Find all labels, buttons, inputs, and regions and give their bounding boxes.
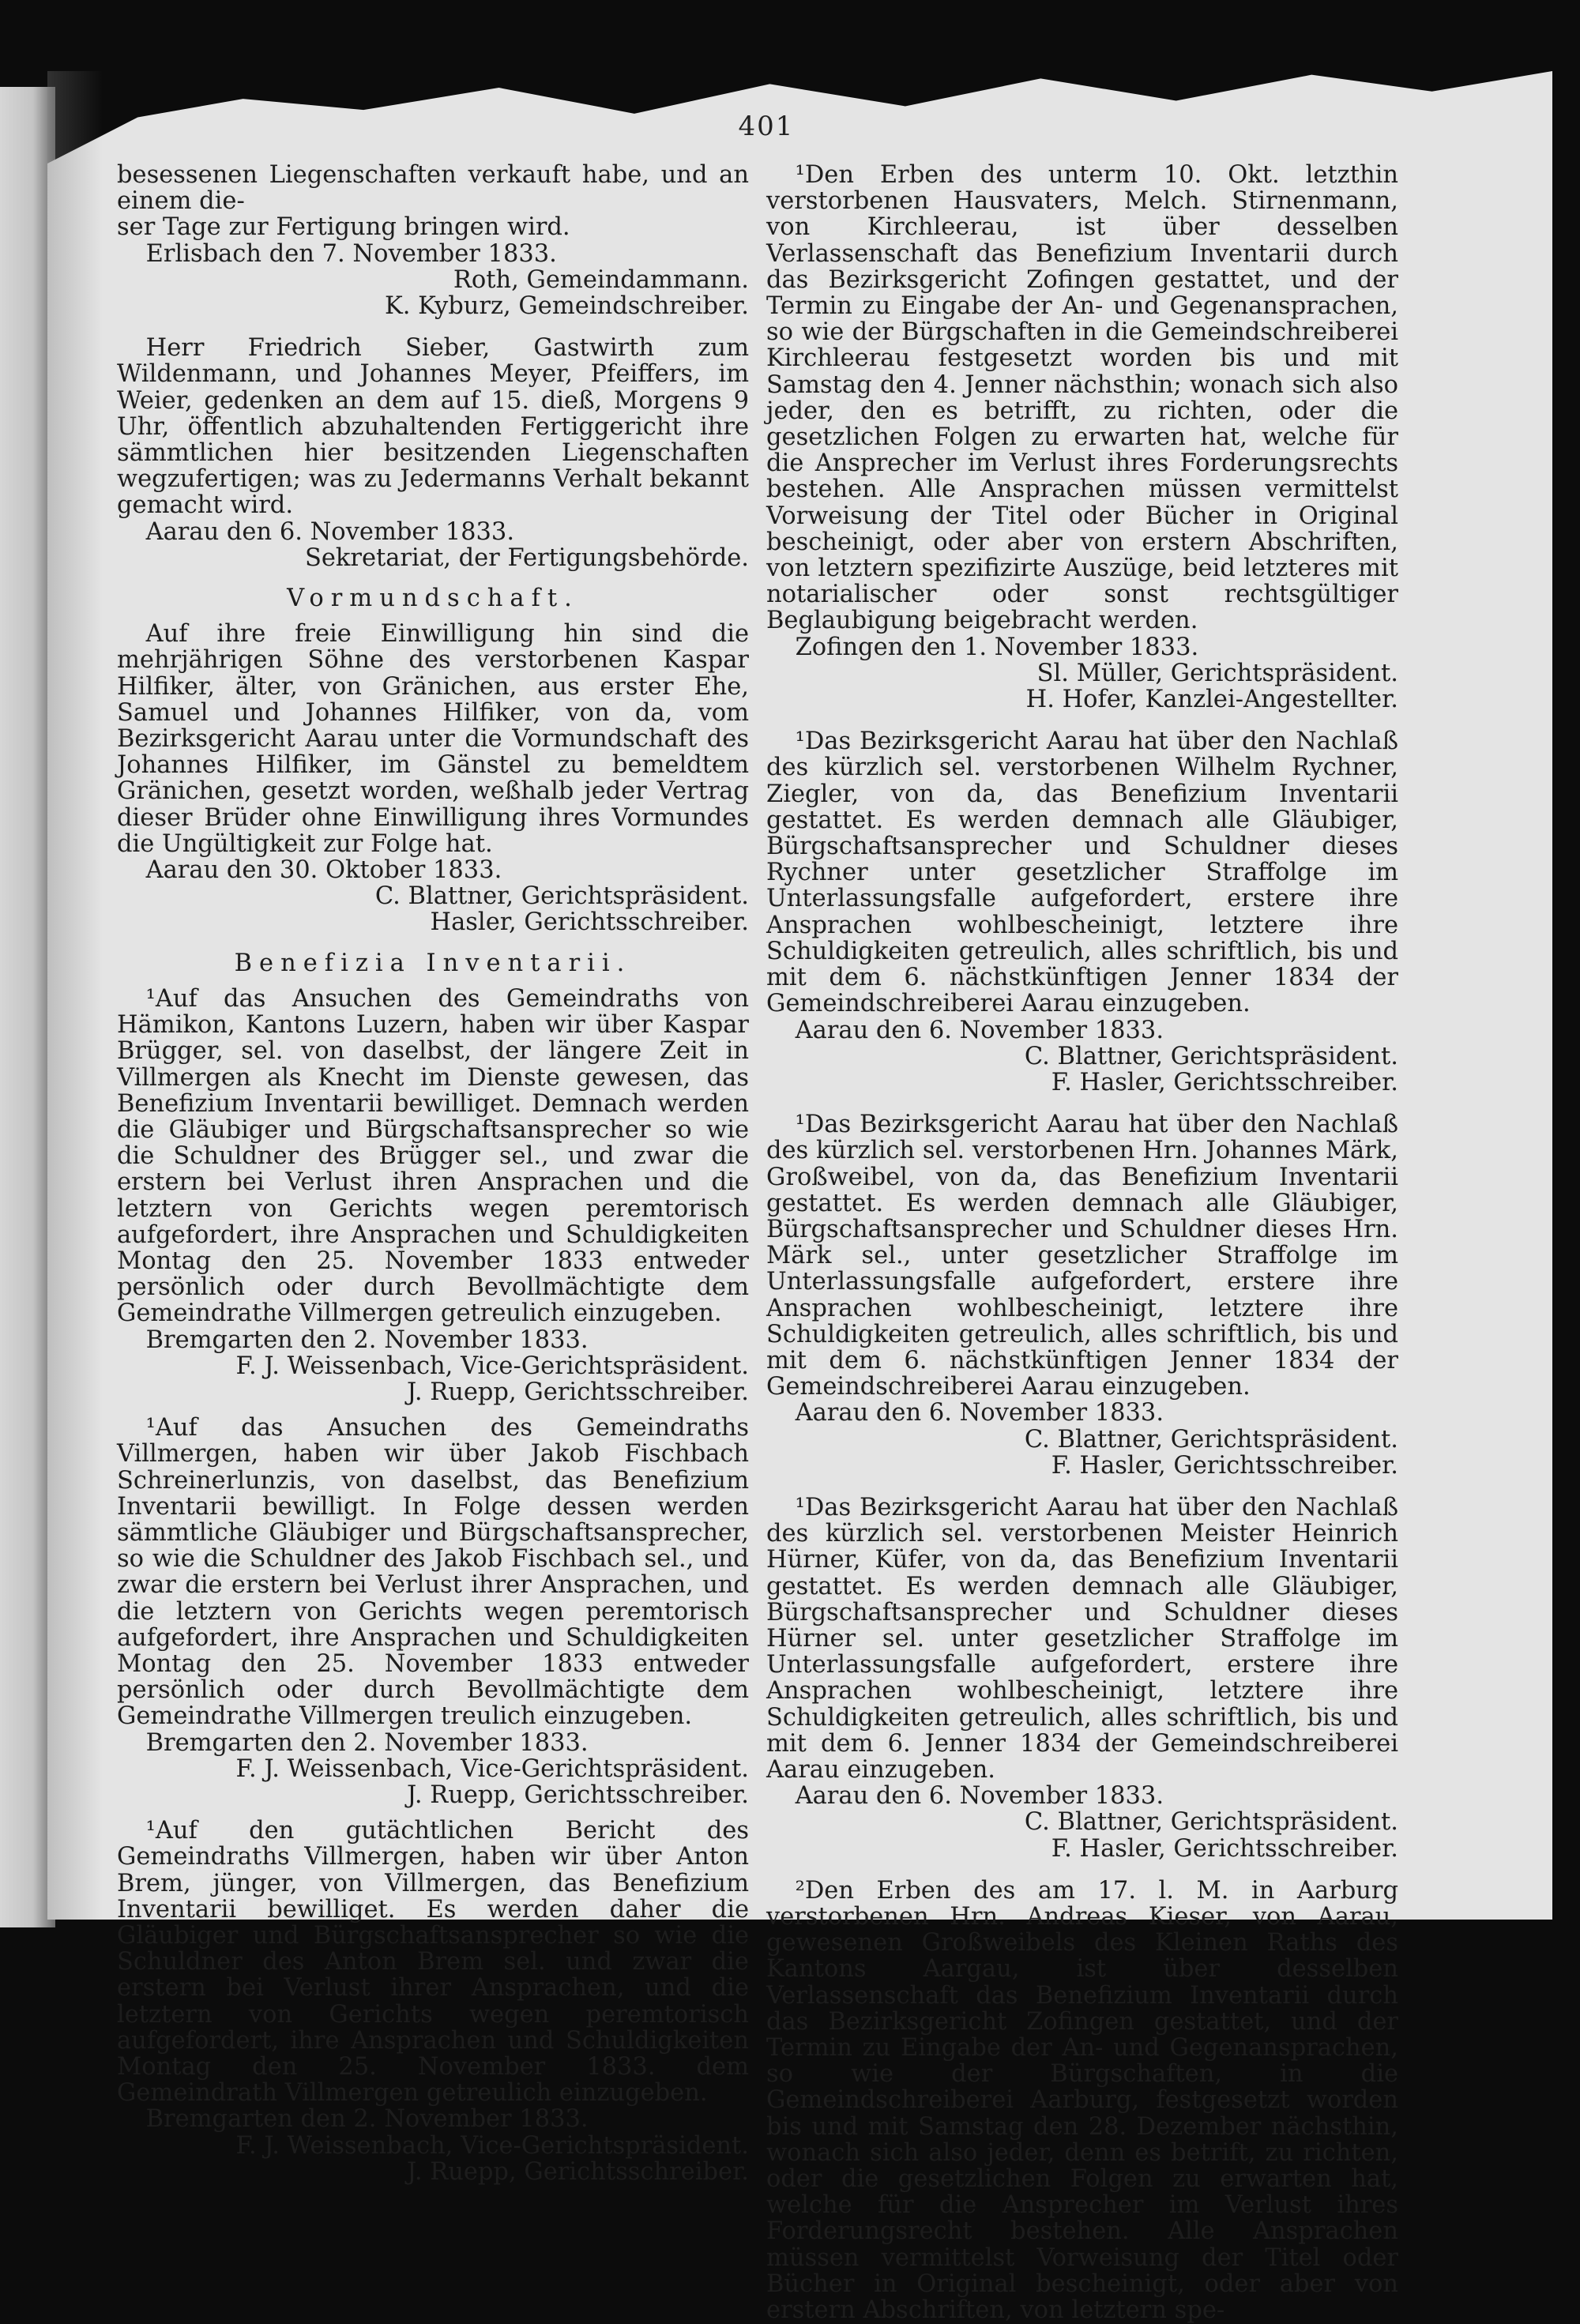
- signature: C. Blattner, Gerichtspräsident.: [374, 882, 749, 911]
- signature: F. Hasler, Gerichtsschreiber.: [1051, 1834, 1398, 1863]
- notice-sieber: Herr Friedrich Sieber, Gastwirth zum Wildenmann, und Johannes Meyer, Pfeiffers, im Weier, gedenken an dem auf 15. dieß, Morgens 9 Uhr, öffentlich abzuhaltenden Fertiggericht ihre sämmtlichen hier besitzenden Liegenschaften wegzufertigen; was zu Jedermanns Verhalt bekannt gemacht wird.: [117, 334, 749, 520]
- signature: F. J. Weissenbach, Vice-Gerichtspräsident.: [235, 2131, 749, 2160]
- intro-line-2: ser Tage zur Fertigung bringen wird.: [117, 213, 570, 242]
- notice-huerner: ¹Das Bezirksgericht Aarau hat über den Nachlaß des kürzlich sel. verstorbenen Meister Heinrich Hürner, Küfer, von da, das Benefizium Inventarii gestattet. Es werden demnach alle Gläubiger, Bürgschaftsansprecher und Schuldner dieses Hürner sel. unter gesetzlicher Straffolge im Unterlassungsfalle aufgefordert, erstere ihre Ansprachen wohlbescheinigt, letztere ihre Schuldigkeiten getreulich, alles schriftlich, bis und mit dem 6. Jenner 1834 der Gemeindschreiberei Aarau einzugeben.: [766, 1493, 1398, 1784]
- notice-date: Zofingen den 1. November 1833.: [795, 633, 1199, 661]
- signature: C. Blattner, Gerichtspräsident.: [1024, 1808, 1398, 1837]
- signature: F. J. Weissenbach, Vice-Gerichtspräsident.: [235, 1352, 749, 1380]
- intro-line-1: besessenen Liegenschaften verkauft habe, und an einem die-: [117, 161, 749, 216]
- section-heading-vormundschaft: Vormundschaft.: [287, 585, 579, 613]
- signature: J. Ruepp, Gerichtsschreiber.: [407, 1378, 749, 1406]
- notice-maerk: ¹Das Bezirksgericht Aarau hat über den Nachlaß des kürzlich sel. verstorbenen Hrn. Johannes Märk, Großweibel, von da, das Benefizium Inventarii gestattet. Es werden demnach alle Gläubiger, Bürgschaftsansprecher und Schuldner dieses Hrn. Märk sel., unter gesetzlicher Straffolge im Unterlassungsfalle aufgefordert, erstere ihre Ansprachen wohlbescheinigt, letztere ihre Schuldigkeiten getreulich, alles schriftlich, bis und mit dem 6. nächstkünftigen Jenner 1834 der Gemeindschreiberei Aarau einzugeben.: [766, 1111, 1398, 1401]
- notice-fischbach: ¹Auf das Ansuchen des Gemeindraths Villmergen, haben wir über Jakob Fischbach Schreinerlunzis, von daselbst, das Benefizium Inventarii bewilligt. In Folge dessen werden sämmtliche Gläubiger und Bürgschaftsansprecher, so wie die Schuldner des Jakob Fischbach sel., und zwar die erstern bei Verlust ihrer Ansprachen, und die letztern von Gerichts wegen peremtorisch aufgefordert, ihre Ansprachen und Schuldigkeiten Montag den 25. November 1833 entweder persönlich oder durch Bevollmächtigte dem Gemeindrathe Villmergen treulich einzugeben.: [117, 1414, 749, 1731]
- notice-date: Aarau den 6. November 1833.: [795, 1782, 1164, 1811]
- notice-brem: ¹Auf den gutächtlichen Bericht des Gemeindraths Villmergen, haben wir über Anton Brem, jünger, von Villmergen, das Benefizium Inventarii bewilliget. Es werden daher die Gläubiger und Bürgschaftsansprecher so wie die Schuldner des Anton Brem sel. und zwar die erstern bei Verlust ihrer Ansprachen, und die letztern von Gerichts wegen peremtorisch aufgefordert, ihre Ansprachen und Schuldigkeiten Montag den 25. November 1833. dem Gemeindrath Villmergen getreulich einzugeben.: [117, 1817, 749, 2108]
- notice-rychner: ¹Das Bezirksgericht Aarau hat über den Nachlaß des kürzlich sel. verstorbenen Wilhelm Rychner, Ziegler, von da, das Benefizium Inventarii gestattet. Es werden demnach alle Gläubiger, Bürgschaftsansprecher und Schuldner dieses Rychner unter gesetzlicher Straffolge im Unterlassungsfalle aufgefordert, erstere ihre Ansprachen wohlbescheinigt, letztere ihre Schuldigkeiten getreulich, alles schriftlich, bis und mit dem 6. nächstkünftigen Jenner 1834 der Gemeindschreiberei Aarau einzugeben.: [766, 728, 1398, 1018]
- notice-date: Bremgarten den 2. November 1833.: [145, 1728, 589, 1757]
- signature: F. J. Weissenbach, Vice-Gerichtspräsident.: [235, 1754, 749, 1783]
- signature: J. Ruepp, Gerichtsschreiber.: [407, 1781, 749, 1809]
- notice-stirnenmann: ¹Den Erben des unterm 10. Okt. letzthin verstorbenen Hausvaters, Melch. Stirnenmann, von Kirchleerau, ist über desselben Verlassenschaft das Benefizium Inventarii durch das Bezirksgericht Zofingen gestattet, und der Termin zu Eingabe der An- und Gegenansprachen, so wie der Bürgschaften in die Gemeindschreiberei Kirchleerau festgesetzt worden bis und mit Samstag den 4. Jenner nächsthin; wonach sich also jeder, den es betrifft, zu richten, oder die gesetzlichen Folgen zu erwarten hat, welche für die Ansprecher im Verlust ihres Forderungsrechts bestehen. Alle Ansprachen müssen vermittelst Vorweisung der Titel oder Bücher in Original bescheinigt, oder aber von erstern Abschriften, von letztern spezifizirte Auszüge, beid letzteres mit notarialischer oder sonst rechtsgültiger Beglaubigung beigebracht werden.: [766, 161, 1398, 635]
- signature: Hasler, Gerichtsschreiber.: [430, 908, 749, 937]
- signature: H. Hofer, Kanzlei-Angestellter.: [1025, 686, 1398, 714]
- signature: C. Blattner, Gerichtspräsident.: [1024, 1425, 1398, 1453]
- notice-date: Aarau den 6. November 1833.: [795, 1399, 1164, 1427]
- right-column: [766, 162, 1398, 2323]
- signature: F. Hasler, Gerichtsschreiber.: [1051, 1068, 1398, 1096]
- left-column: [117, 162, 749, 2185]
- notice-date: Erlisbach den 7. November 1833.: [145, 239, 557, 268]
- signature: F. Hasler, Gerichtsschreiber.: [1051, 1451, 1398, 1480]
- notice-bruegger: ¹Auf das Ansuchen des Gemeindraths von Hämikon, Kantons Luzern, haben wir über Kaspar Brügger, sel. von daselbst, der längere Zeit in Villmergen als Knecht im Dienste gewesen, das Benefizium Inventarii bewilliget. Demnach werden die Gläubiger und Bürgschaftsansprecher so wie die Schuldner des Brügger sel., und zwar die erstern bei Verlust ihren Ansprachen und die letztern von Gerichts wegen peremtorisch aufgefordert, ihre Ansprachen und Schuldigkeiten Montag den 25. November 1833 entweder persönlich oder durch Bevollmächtigte dem Gemeindrathe Villmergen getreulich einzugeben.: [117, 984, 749, 1328]
- page-number: 401: [738, 111, 795, 142]
- notice-date: Bremgarten den 2. November 1833.: [145, 1326, 589, 1354]
- notice-date: Bremgarten den 2. November 1833.: [145, 2105, 589, 2134]
- notice-date: Aarau den 6. November 1833.: [795, 1016, 1164, 1044]
- page-fold-shadow: [47, 71, 103, 1920]
- section-heading-benefizia: Benefizia Inventarii.: [234, 949, 632, 977]
- signature: Roth, Gemeindammann.: [453, 265, 749, 294]
- notice-kieser: ²Den Erben des am 17. l. M. in Aarburg verstorbenen Hrn. Andreas Kieser, von Aarau, gewesenen Großweibels des Kleinen Raths des Kantons Aargau, ist über desselben Verlassenschaft das Benefizium Inventarii durch das Bezirksgericht Zofingen gestattet, und der Termin zu Eingabe der An- und Gegenansprachen, so wie der Bürgschaften, in die Gemeindschreiberei Aarburg, festgesetzt worden bis und mit Samstag den 28. Dezember nächsthin, wonach sich also jeder, denn es betrift, zu richten, oder die gesetzlichen Folgen zu erwarten hat, welche für die Ansprecher im Verlust ihres Forderungsrecht bestehen. Alle Ansprachen müssen vermittelst Vorweisung der Titel oder Bücher in Original bescheinigt, oder aber von erstern Abschriften, von letztern spe-: [766, 1876, 1398, 2324]
- signature: K. Kyburz, Gemeindschreiber.: [384, 292, 749, 321]
- signature: Sekretariat, der Fertigungsbehörde.: [304, 543, 749, 572]
- signature: Sl. Müller, Gerichtspräsident.: [1036, 659, 1398, 687]
- notice-date: Aarau den 30. Oktober 1833.: [145, 856, 502, 885]
- signature: C. Blattner, Gerichtspräsident.: [1024, 1042, 1398, 1070]
- signature: J. Ruepp, Gerichtsschreiber.: [407, 2157, 749, 2186]
- notice-hilfiker: Auf ihre freie Einwilligung hin sind die mehrjährigen Söhne des verstorbenen Kaspar Hilfiker, älter, von Gränichen, aus erster Ehe, Samuel und Johannes Hilfiker, von da, vom Bezirksgericht Aarau unter die Vormundschaft des Johannes Hilfiker, im Gänstel zu bemeldtem Gränichen, gesetzt worden, weßhalb jeder Vertrag dieser Brüder ohne Einwilligung ihres Vormundes die Ungültigkeit zur Folge hat.: [117, 620, 749, 858]
- notice-date: Aarau den 6. November 1833.: [145, 517, 515, 546]
